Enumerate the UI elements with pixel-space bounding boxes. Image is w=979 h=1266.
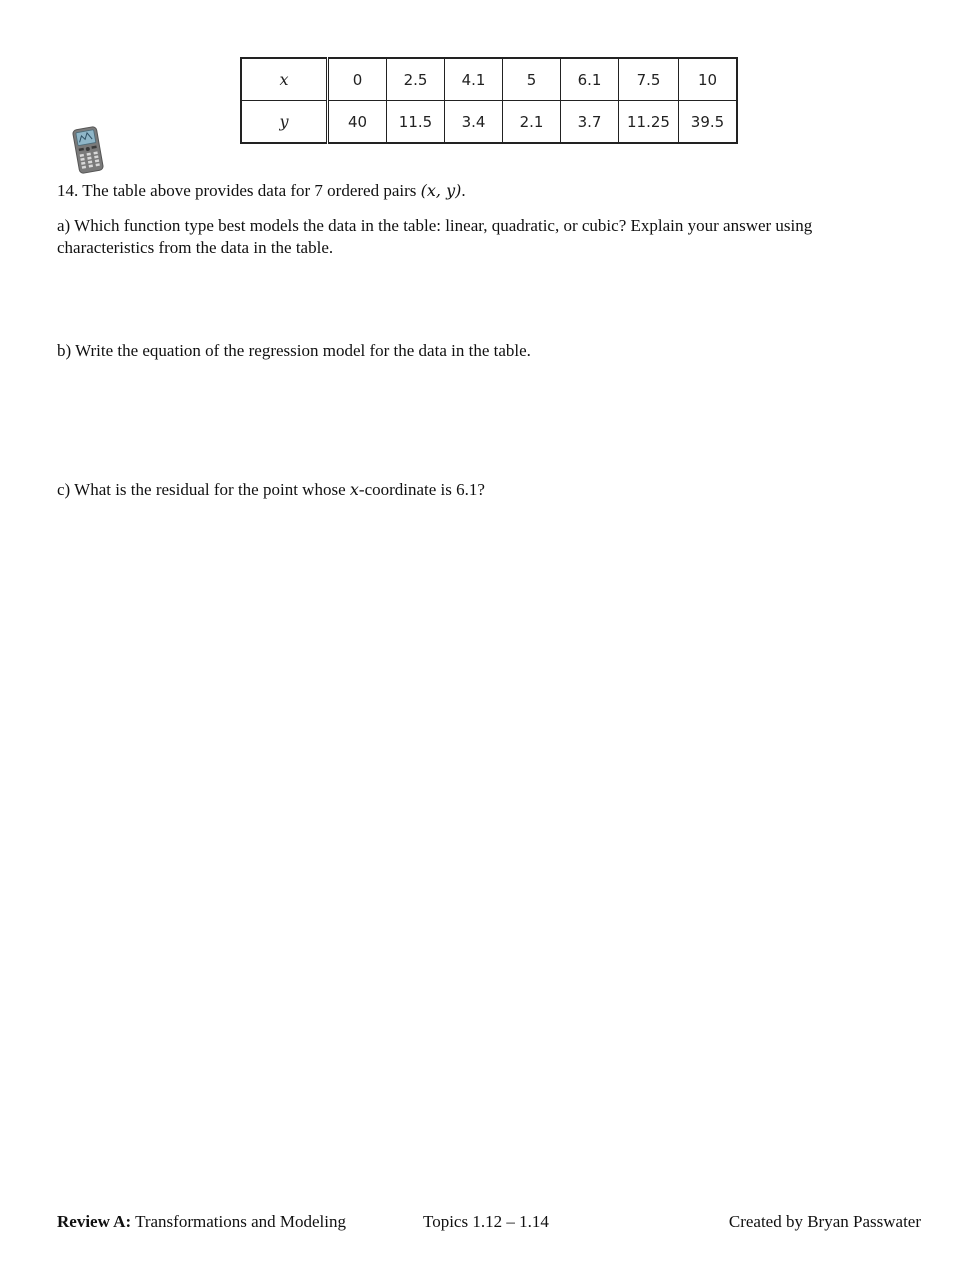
y-value-3: 3.4 — [445, 101, 503, 144]
question-stem-end: . — [461, 181, 466, 200]
y-value-6: 11.25 — [619, 101, 679, 144]
footer-review-title: Transformations and Modeling — [131, 1212, 346, 1231]
y-value-2: 11.5 — [387, 101, 445, 144]
footer-review-label: Review A: — [57, 1212, 132, 1231]
question-stem-text: 14. The table above provides data for 7 ordered pairs — [57, 181, 421, 200]
y-value-7: 39.5 — [679, 101, 738, 144]
question-part-c — [57, 479, 485, 501]
ordered-pair-math: (x, y) — [420, 181, 462, 200]
x-value-1: 0 — [328, 58, 387, 101]
table-row-x — [241, 58, 737, 101]
question-stem — [57, 180, 466, 202]
part-c-end: -coordinate is 6.1? — [358, 480, 485, 499]
part-c-math: x — [349, 480, 359, 499]
y-value-5: 3.7 — [561, 101, 619, 144]
data-table — [240, 57, 738, 144]
question-part-b: b) Write the equation of the regression model for the data in the table. — [57, 341, 531, 360]
footer-author: Created by Bryan Passwater — [728, 1212, 921, 1231]
table-row-y — [241, 101, 737, 144]
y-value-4: 2.1 — [503, 101, 561, 144]
part-c-text: c) What is the residual for the point whose — [57, 480, 350, 499]
x-value-7: 10 — [679, 58, 738, 101]
x-value-6: 7.5 — [619, 58, 679, 101]
x-value-3: 4.1 — [445, 58, 503, 101]
y-header: y — [241, 101, 328, 144]
calculator-icon — [70, 126, 106, 174]
x-value-4: 5 — [503, 58, 561, 101]
x-value-2: 2.5 — [387, 58, 445, 101]
question-part-a: a) Which function type best models the data in the table: linear, quadratic, or cubic? Explain your answer using characteristics from the data in the table. — [57, 216, 813, 257]
x-value-5: 6.1 — [561, 58, 619, 101]
footer-review — [57, 1211, 346, 1233]
footer — [57, 1211, 921, 1233]
y-value-1: 40 — [328, 101, 387, 144]
x-header: x — [241, 58, 328, 101]
footer-topics: Topics 1.12 – 1.14 — [423, 1212, 549, 1231]
